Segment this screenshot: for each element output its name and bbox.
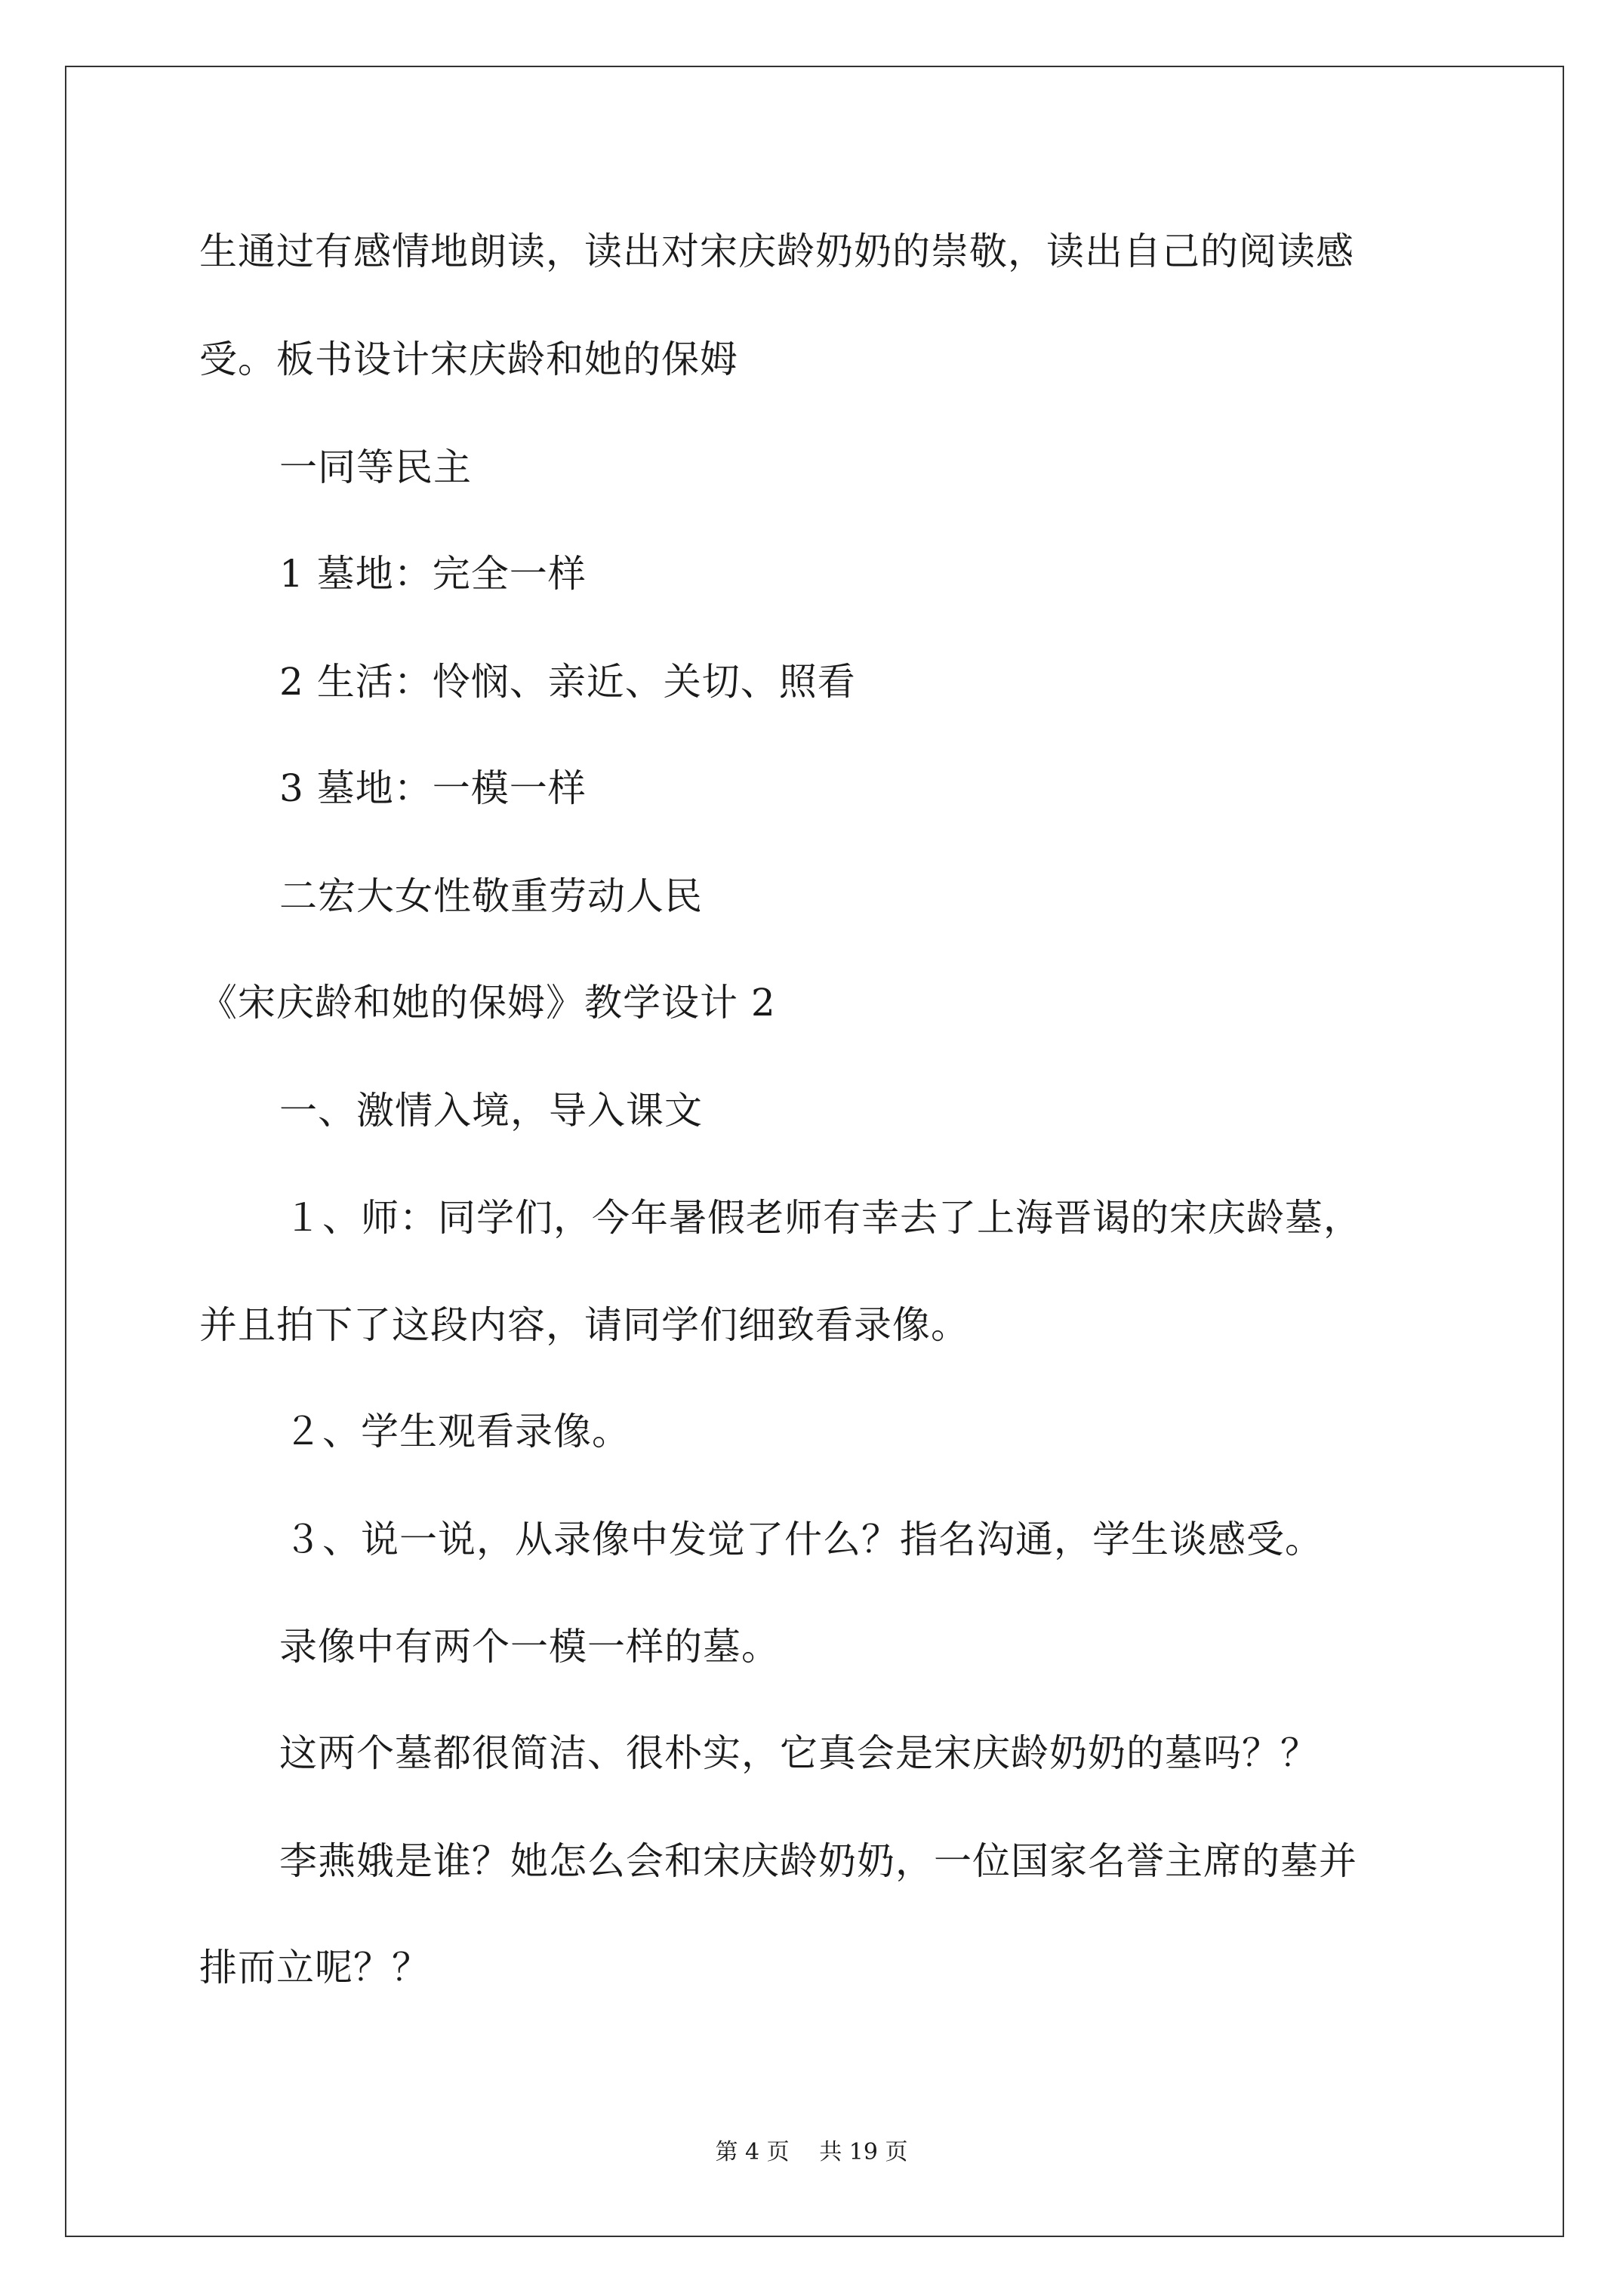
outline-heading: 一同等民主 bbox=[279, 445, 472, 489]
paragraph-line: 并且拍下了这段内容，请同学们细致看录像。 bbox=[199, 1303, 969, 1347]
paragraph-line: 生通过有感情地朗读，读出对宋庆龄奶奶的崇敬，读出自己的阅读感 bbox=[199, 230, 1354, 273]
paragraph-line: 排而立呢？？ bbox=[199, 1946, 430, 1989]
page-number-footer: 第 4 页 共 19 页 bbox=[715, 2139, 908, 2165]
paragraph-line: １、师：同学们，今年暑假老师有幸去了上海晋谒的宋庆龄墓， bbox=[284, 1196, 1362, 1240]
paragraph-line: 李燕娥是谁？她怎么会和宋庆龄奶奶，一位国家名誉主席的墓并 bbox=[279, 1839, 1357, 1883]
outline-item: 3 墓地：一模一样 bbox=[279, 766, 587, 810]
paragraph-line: 录像中有两个一模一样的墓。 bbox=[279, 1625, 780, 1669]
outline-item: 2 生活：怜悯、亲近、关切、照看 bbox=[279, 660, 856, 704]
paragraph-line: 这两个墓都很简洁、很朴实，它真会是宋庆龄奶奶的墓吗？？ bbox=[279, 1731, 1319, 1775]
paragraph-line: ２、学生观看录像。 bbox=[284, 1410, 630, 1453]
paragraph-line: ３、说一说，从录像中发觉了什么？指名沟通，学生谈感受。 bbox=[284, 1518, 1323, 1561]
paragraph-line: 受。板书设计宋庆龄和她的保姆 bbox=[199, 337, 738, 381]
page-border bbox=[65, 66, 1564, 2237]
section-title: 《宋庆龄和她的保姆》教学设计 2 bbox=[199, 981, 776, 1025]
outline-item: 1 墓地：完全一样 bbox=[279, 552, 587, 596]
section-heading: 一、激情入境，导入课文 bbox=[279, 1089, 703, 1133]
outline-heading: 二宏大女性敬重劳动人民 bbox=[279, 874, 703, 918]
